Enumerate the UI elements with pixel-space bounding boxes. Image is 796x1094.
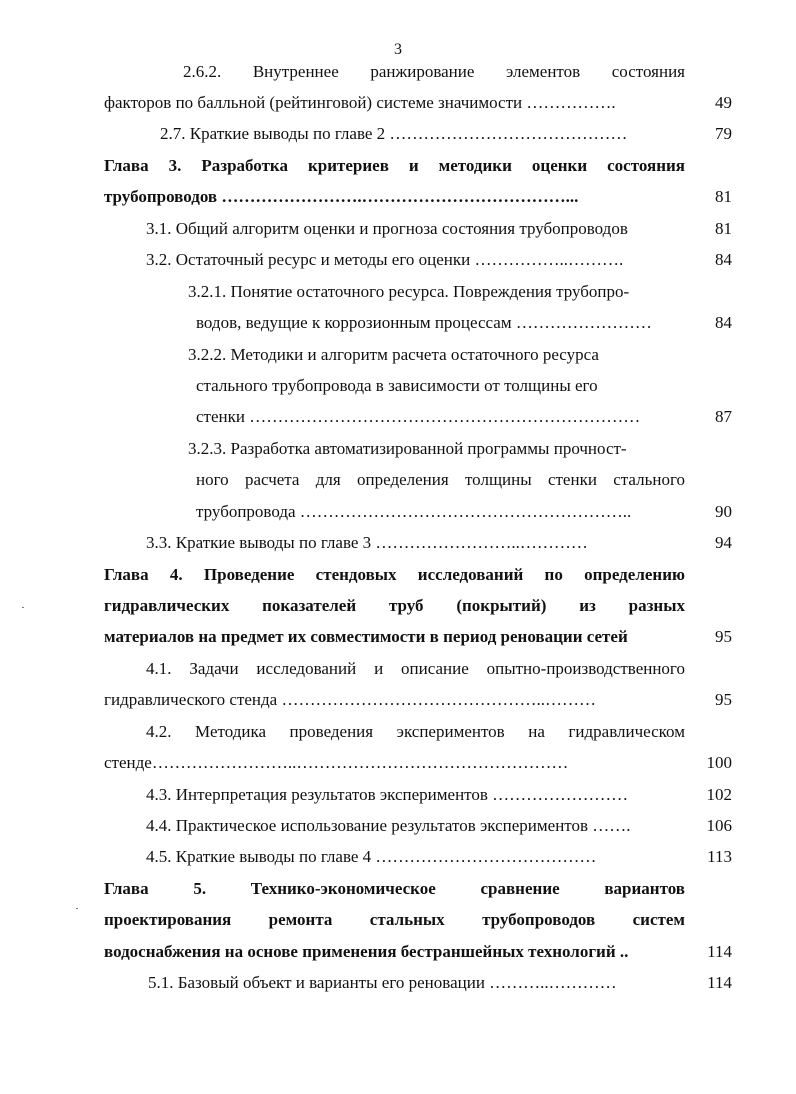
toc-line-3-2-3-a: 3.2.3. Разработка автоматизированной программы прочност-	[188, 439, 627, 458]
toc-page-2-6-2: 49	[715, 93, 732, 112]
toc-line-3-2-3-b: ного расчета для определения толщины стенки стального	[196, 470, 685, 489]
toc-chapter-5-c: водоснабжения на основе применения бестраншейных технологий ..	[104, 942, 629, 961]
scan-speck	[22, 607, 24, 608]
toc-page-chapter-5: 114	[707, 942, 732, 961]
toc-page-4-5: 113	[707, 847, 732, 866]
toc-line-3-2-1-a: 3.2.1. Понятие остаточного ресурса. Повреждения трубопро-	[188, 282, 630, 301]
toc-page-chapter-4: 95	[715, 627, 732, 646]
toc-page-5-1: 114	[707, 973, 732, 992]
toc-chapter-5-b: проектирования ремонта стальных трубопроводов систем	[104, 910, 685, 929]
toc-page-3-1: 81	[715, 219, 732, 238]
toc-line-3-3: 3.3. Краткие выводы по главе 3 ……………………..…………	[146, 533, 588, 552]
toc-page-4-4: 106	[706, 816, 732, 835]
toc-line-3-2: 3.2. Остаточный ресурс и методы его оценки ……………..……….	[146, 250, 624, 269]
toc-line-4-3: 4.3. Интерпретация результатов экспериментов ……………………	[146, 785, 629, 804]
toc-page-3-2-2: 87	[715, 407, 732, 426]
toc-line-4-1-b: гидравлического стенда ………………………………………..………	[104, 690, 596, 709]
toc-line-4-5: 4.5. Краткие выводы по главе 4 …………………………………	[146, 847, 597, 866]
toc-chapter-3-b: трубопроводов …………………….………………………………...	[104, 187, 579, 206]
toc-page-4-1: 95	[715, 690, 732, 709]
toc-line-4-2-a: 4.2. Методика проведения экспериментов на гидравлическом	[146, 722, 685, 741]
toc-line-2-6-2-a: 2.6.2. Внутреннее ранжирование элементов состояния	[183, 62, 685, 81]
toc-page-3-2-1: 84	[715, 313, 732, 332]
toc-line-4-1-a: 4.1. Задачи исследований и описание опытно-производственного	[146, 659, 685, 678]
toc-line-3-2-2-b: стального трубопровода в зависимости от толщины его	[196, 376, 598, 395]
toc-line-3-1: 3.1. Общий алгоритм оценки и прогноза состояния трубопроводов	[146, 219, 628, 238]
toc-chapter-3-a: Глава 3. Разработка критериев и методики оценки состояния	[104, 156, 685, 175]
toc-line-3-2-1-b: водов, ведущие к коррозионным процессам ……………………	[196, 313, 652, 332]
toc-page-2-7: 79	[715, 124, 732, 143]
toc-page-3-2: 84	[715, 250, 732, 269]
toc-line-2-6-2-b: факторов по балльной (рейтинговой) системе значимости …………….	[104, 93, 616, 112]
toc-line-3-2-2-a: 3.2.2. Методики и алгоритм расчета остаточного ресурса	[188, 345, 599, 364]
toc-chapter-4-c: материалов на предмет их совместимости в период реновации сетей	[104, 627, 628, 646]
toc-line-5-1: 5.1. Базовый объект и варианты его реновации ………..…………	[148, 973, 617, 992]
toc-page-4-2: 100	[706, 753, 732, 772]
toc-page-3-2-3: 90	[715, 502, 732, 521]
toc-line-2-7: 2.7. Краткие выводы по главе 2 ……………………………………	[160, 124, 628, 143]
toc-chapter-4-a: Глава 4. Проведение стендовых исследований по определению	[104, 565, 685, 584]
page-number: 3	[394, 41, 402, 58]
toc-line-4-2-b: стенде……………………..…………………………………………	[104, 753, 569, 772]
toc-chapter-5-a: Глава 5. Технико-экономическое сравнение вариантов	[104, 879, 685, 898]
toc-page-3-3: 94	[715, 533, 732, 552]
toc-chapter-4-b: гидравлических показателей труб (покрытий) из разных	[104, 596, 685, 615]
toc-page-chapter-3: 81	[715, 187, 732, 206]
toc-page-4-3: 102	[706, 785, 732, 804]
scan-speck	[76, 908, 78, 909]
toc-line-3-2-3-c: трубопровода …………………………………………………..	[196, 502, 632, 521]
toc-line-3-2-2-c: стенки ……………………………………………………………	[196, 407, 641, 426]
toc-line-4-4: 4.4. Практическое использование результатов экспериментов …….	[146, 816, 631, 835]
